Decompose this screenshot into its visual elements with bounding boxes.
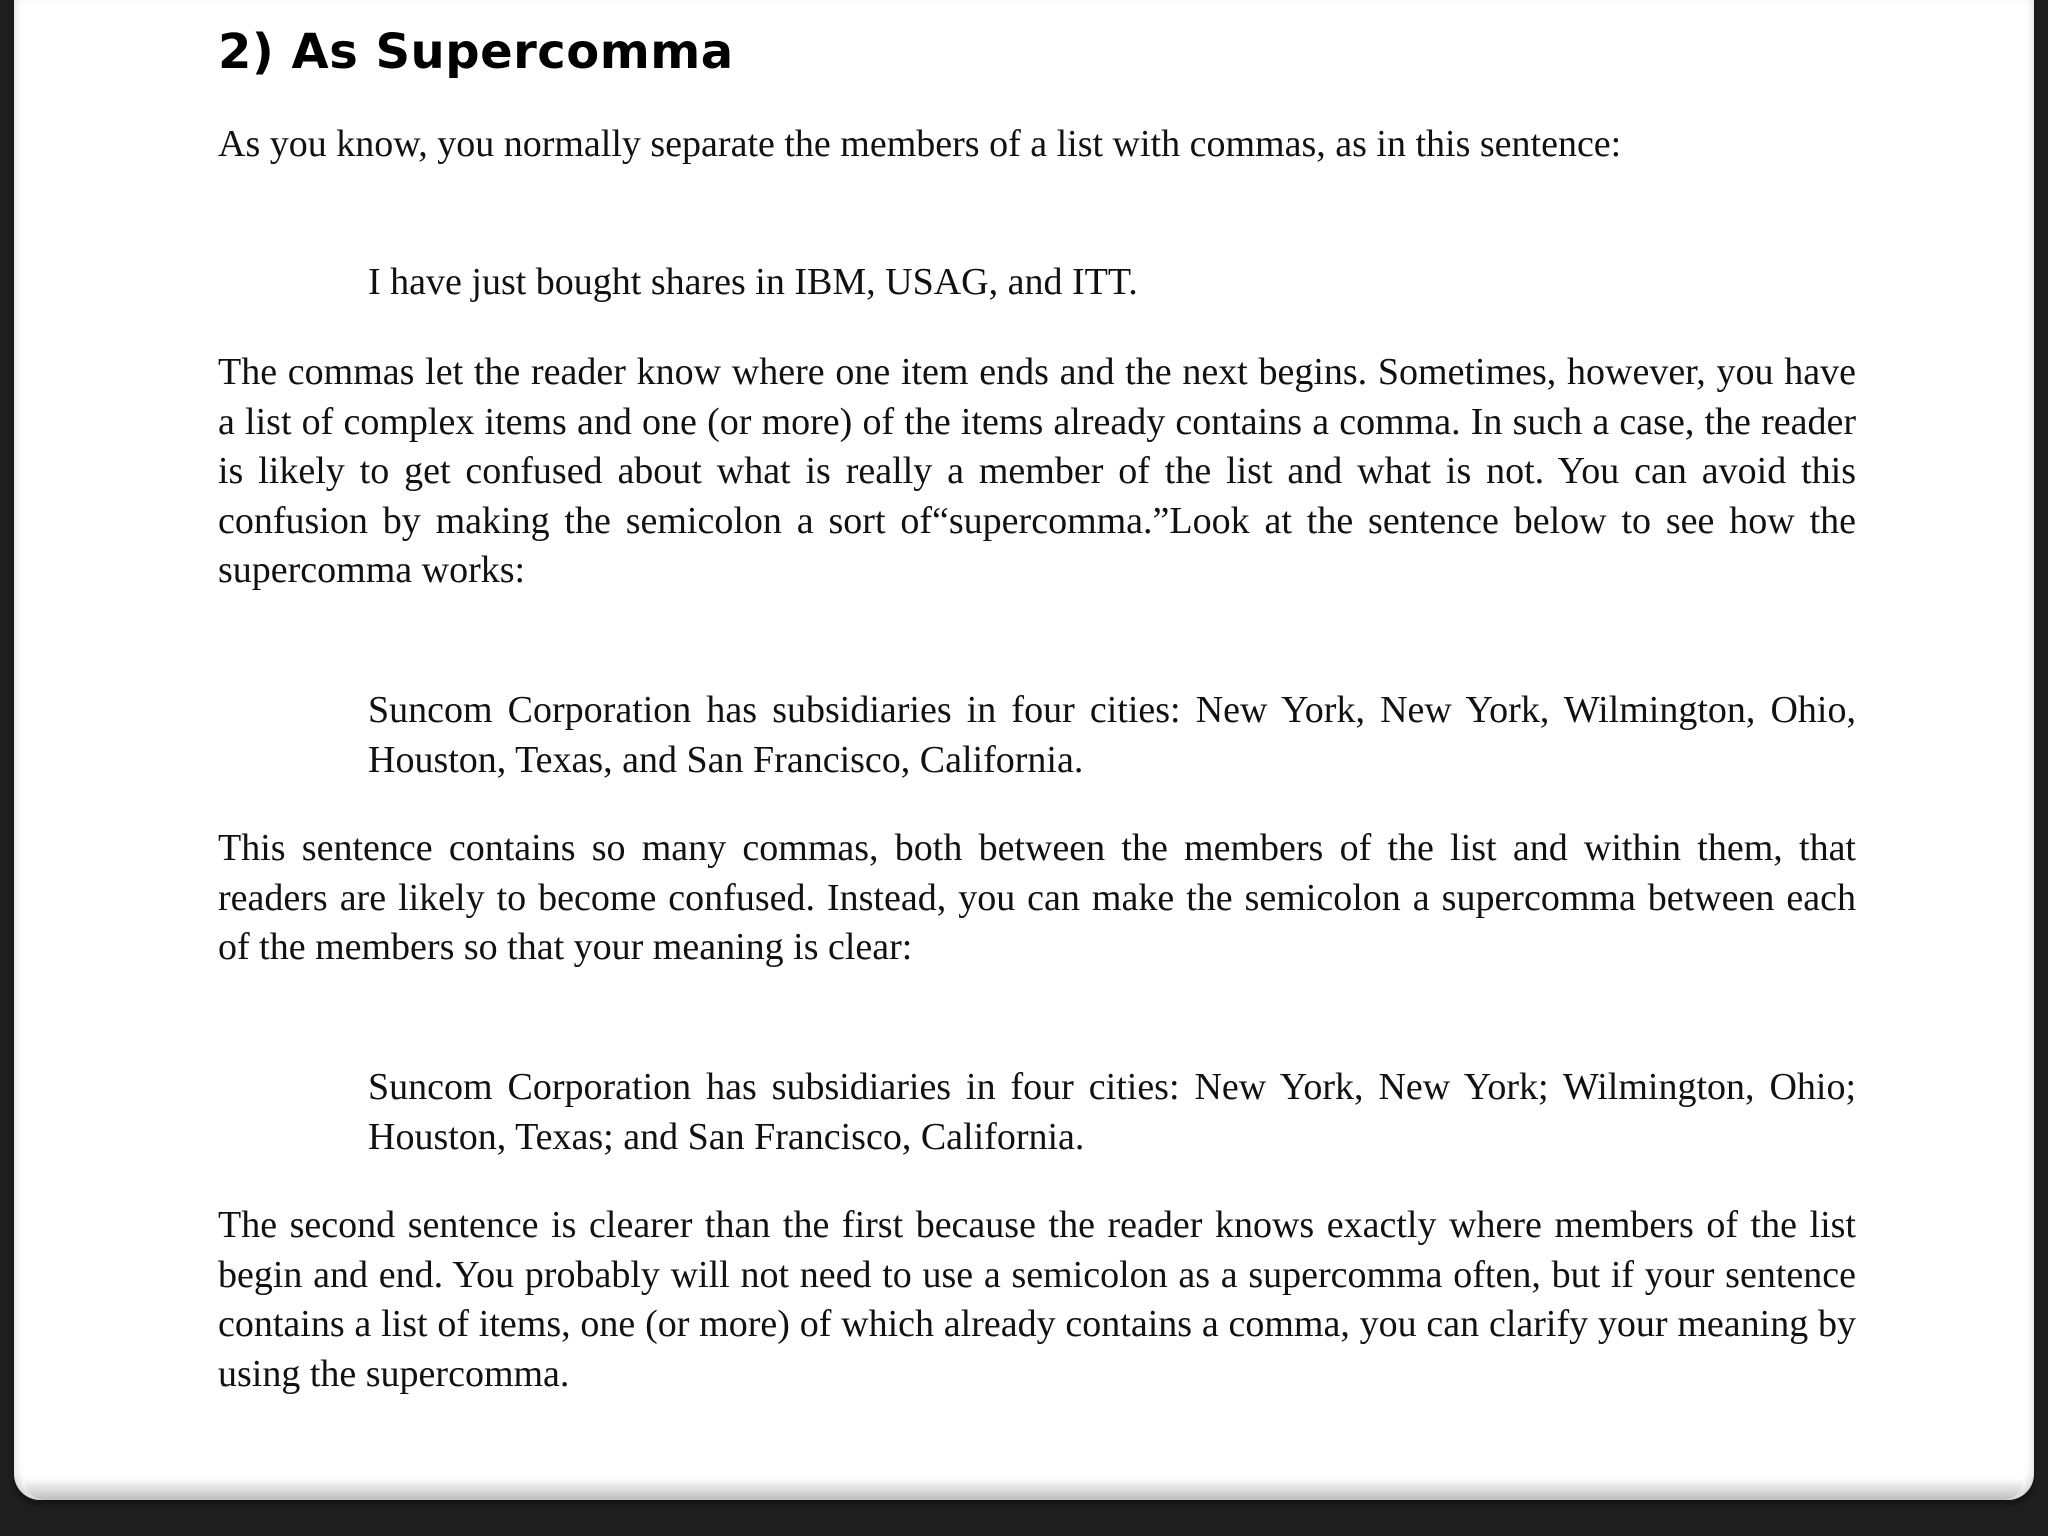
slide (14, 0, 2034, 1500)
slide-content (204, 0, 1856, 1395)
example-sentence-1: I have just bought shares in IBM, USAG, and ITT. (368, 261, 1138, 303)
conclusion-paragraph: The second sentence is clearer than the first because the reader knows exactly where members of the list begin and end. You probably will not need to use a semicolon as a supercomma often, but if your sentence contains a list of items, one (or more) of which already contains a comma, you can clarify your meaning by using the supercomma. (218, 1204, 1856, 1395)
example-sentence-3: Suncom Corporation has subsidiaries in four cities: New York, New York; Wilmington, Ohio; Houston, Texas; and San Francisco, California. (368, 1066, 1856, 1158)
problem-paragraph: This sentence contains so many commas, both between the members of the list and within them, that readers are likely to become confused. Instead, you can make the semicolon a supercomma between each of the members so that your meaning is clear: (218, 827, 1856, 968)
slide-heading: 2) As Supercomma (218, 24, 734, 80)
example-sentence-2: Suncom Corporation has subsidiaries in four cities: New York, New York, Wilmington, Ohio, Houston, Texas, and San Francisco, California. (368, 689, 1856, 781)
explanation-paragraph: The commas let the reader know where one item ends and the next begins. Sometimes, however, you have a list of complex items and one (or more) of the items already contains a comma. In such a case, the reader is likely to get confused about what is really a member of the list and what is not. You can avoid this confusion by making the semicolon a sort of“supercomma.”Look at the sentence below to see how the supercomma works: (218, 351, 1856, 591)
intro-paragraph: As you know, you normally separate the members of a list with commas, as in this sentence: (218, 123, 1622, 165)
